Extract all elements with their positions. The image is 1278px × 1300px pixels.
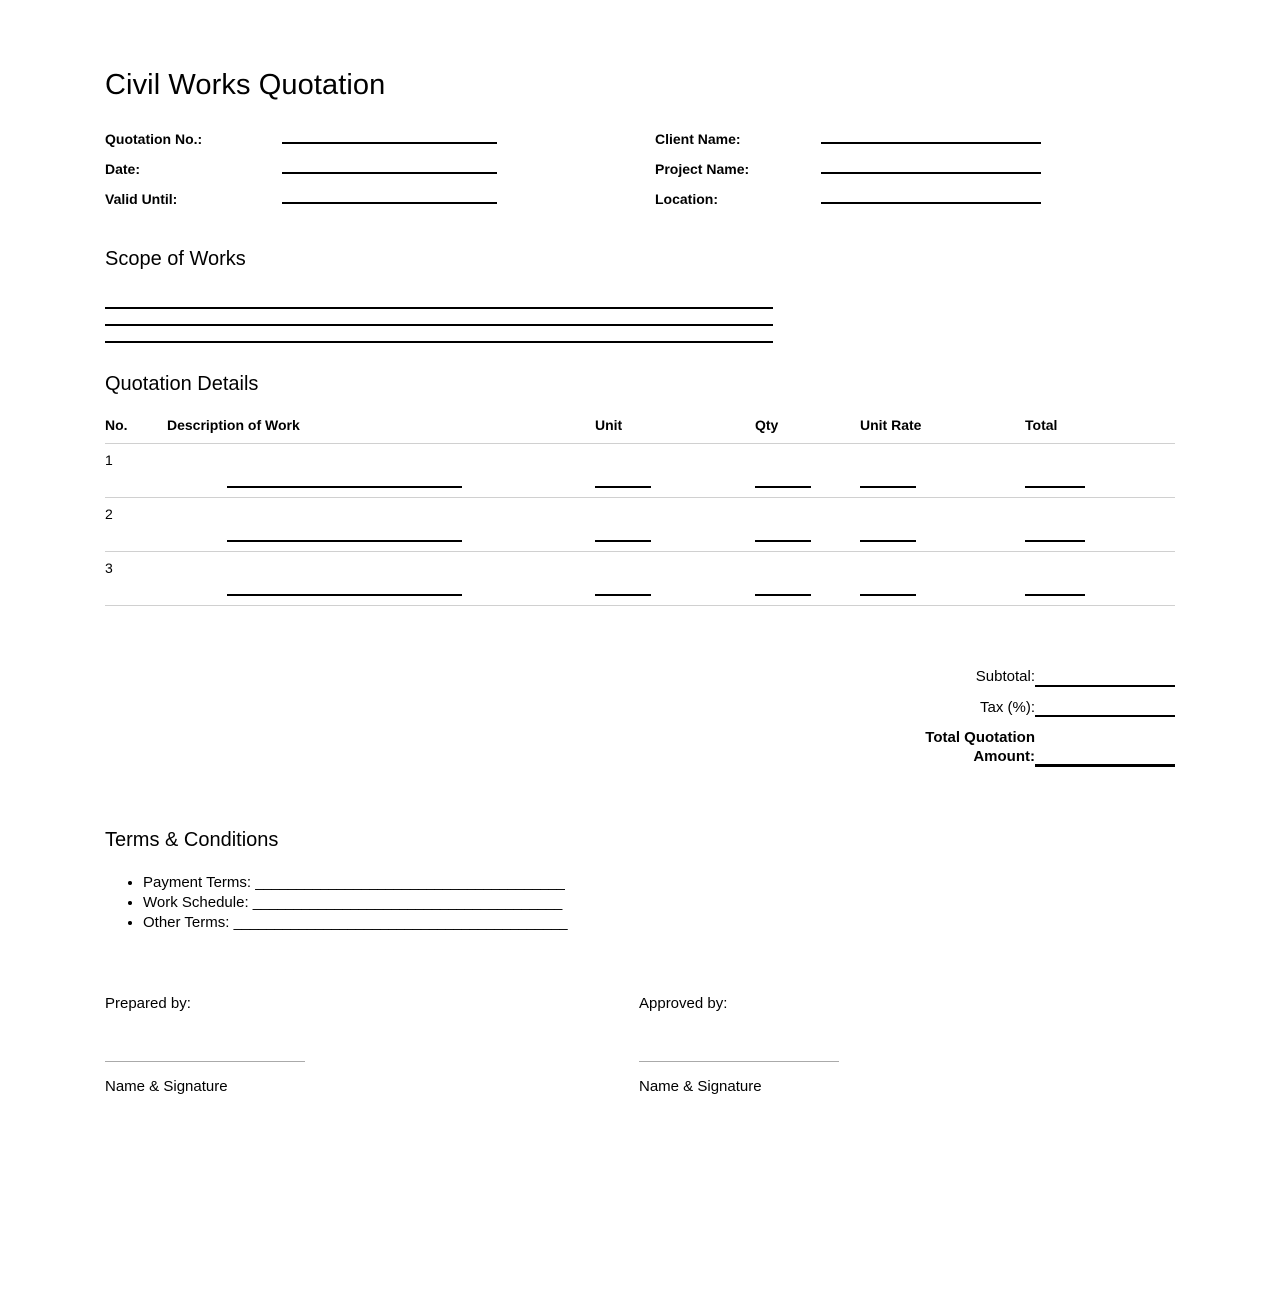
signature-line-prepared-by[interactable] — [105, 1060, 305, 1062]
field-input-project-name[interactable] — [821, 158, 1041, 174]
cell-unit-rate[interactable] — [860, 551, 1025, 605]
column-header-no: No. — [105, 417, 167, 444]
subtotal-input[interactable] — [1035, 673, 1175, 687]
table-row — [105, 497, 1175, 551]
cell-description[interactable] — [167, 497, 595, 551]
field-location — [655, 188, 1043, 218]
cell-qty[interactable] — [755, 443, 860, 497]
term-input-payment-terms[interactable]: ______________________________________ — [255, 873, 565, 891]
column-header-unit-rate: Unit Rate — [860, 417, 1025, 444]
grand-total-label-line1: Total Quotation — [925, 729, 1035, 747]
cell-total[interactable] — [1025, 443, 1175, 497]
field-label-date: Date: — [105, 160, 141, 177]
table-row — [105, 551, 1175, 605]
field-project-name — [655, 158, 1043, 188]
header-fields-left-column — [105, 128, 655, 218]
signature-title-prepared-by: Prepared by: — [105, 994, 191, 1012]
signature-prepared-by — [105, 995, 639, 1095]
terms-and-conditions-section — [105, 829, 1173, 933]
quotation-details-table — [105, 417, 1175, 606]
cell-description-input[interactable] — [227, 593, 462, 596]
signature-approved-by — [639, 995, 1173, 1095]
field-input-valid-until[interactable] — [282, 188, 497, 204]
list-item — [143, 893, 1173, 913]
field-input-quotation-no[interactable] — [282, 128, 497, 144]
cell-row-number: 1 — [105, 443, 167, 497]
terms-list — [105, 873, 1173, 933]
column-header-total: Total — [1025, 417, 1175, 444]
field-label-location: Location: — [655, 190, 718, 207]
list-item — [143, 913, 1173, 933]
list-item — [143, 873, 1173, 893]
cell-total[interactable] — [1025, 497, 1175, 551]
cell-unit-input[interactable] — [595, 593, 651, 596]
term-input-work-schedule[interactable]: ______________________________________ — [252, 893, 563, 911]
cell-unit-rate[interactable] — [860, 443, 1025, 497]
cell-description[interactable] — [167, 443, 595, 497]
field-quotation-no — [105, 128, 655, 158]
signature-section — [105, 995, 1173, 1095]
totals-section — [105, 668, 1175, 767]
signature-line-approved-by[interactable] — [639, 1060, 839, 1062]
term-label-other-terms: Other Terms: — [143, 913, 230, 931]
subtotal-label: Subtotal: — [975, 667, 1035, 685]
quotation-details-heading: Quotation Details — [105, 372, 259, 395]
cell-unit-rate-input[interactable] — [860, 539, 916, 542]
cell-unit-input[interactable] — [595, 539, 651, 542]
grand-total-label-line2: Amount: — [973, 748, 1035, 766]
cell-unit-rate-input[interactable] — [860, 485, 916, 488]
cell-total[interactable] — [1025, 551, 1175, 605]
cell-unit[interactable] — [595, 497, 755, 551]
cell-qty-input[interactable] — [755, 593, 811, 596]
cell-unit[interactable] — [595, 443, 755, 497]
term-label-payment-terms: Payment Terms: — [143, 873, 252, 891]
cell-unit-rate-input[interactable] — [860, 593, 916, 596]
scope-line-3[interactable] — [105, 326, 773, 343]
cell-total-input[interactable] — [1025, 485, 1085, 488]
column-header-qty: Qty — [755, 417, 860, 444]
grand-total-row — [835, 729, 1175, 767]
field-label-valid-until: Valid Until: — [105, 190, 178, 207]
field-label-project-name: Project Name: — [655, 160, 750, 177]
cell-qty[interactable] — [755, 497, 860, 551]
cell-row-number: 2 — [105, 497, 167, 551]
cell-description-input[interactable] — [227, 539, 462, 542]
cell-description[interactable] — [167, 551, 595, 605]
field-label-quotation-no: Quotation No.: — [105, 130, 203, 147]
field-input-date[interactable] — [282, 158, 497, 174]
scope-line-2[interactable] — [105, 309, 773, 326]
field-input-client-name[interactable] — [821, 128, 1041, 144]
scope-line-1[interactable] — [105, 292, 773, 309]
cell-description-input[interactable] — [227, 485, 462, 488]
cell-unit-input[interactable] — [595, 485, 651, 488]
term-label-work-schedule: Work Schedule: — [143, 893, 249, 911]
term-input-other-terms[interactable]: _________________________________________ — [233, 913, 568, 931]
page-title: Civil Works Quotation — [105, 69, 386, 101]
terms-and-conditions-heading: Terms & Conditions — [105, 828, 279, 851]
signature-caption-prepared-by: Name & Signature — [105, 1077, 228, 1095]
cell-unit-rate[interactable] — [860, 497, 1025, 551]
cell-row-number: 3 — [105, 551, 167, 605]
cell-qty-input[interactable] — [755, 539, 811, 542]
scope-of-works-heading: Scope of Works — [105, 247, 246, 270]
column-header-unit: Unit — [595, 417, 755, 444]
subtotal-row — [835, 668, 1175, 687]
signature-caption-approved-by: Name & Signature — [639, 1077, 762, 1095]
scope-of-works-lines — [105, 292, 1173, 343]
cell-qty[interactable] — [755, 551, 860, 605]
field-client-name — [655, 128, 1043, 158]
header-fields — [105, 128, 1173, 218]
tax-row — [835, 699, 1175, 718]
cell-qty-input[interactable] — [755, 485, 811, 488]
cell-total-input[interactable] — [1025, 539, 1085, 542]
tax-label: Tax (%): — [979, 698, 1035, 716]
table-row — [105, 443, 1175, 497]
column-header-description: Description of Work — [167, 417, 595, 444]
table-header-row — [105, 417, 1175, 444]
cell-total-input[interactable] — [1025, 593, 1085, 596]
field-label-client-name: Client Name: — [655, 130, 741, 147]
grand-total-input[interactable] — [1035, 756, 1175, 767]
signature-title-approved-by: Approved by: — [639, 994, 728, 1012]
tax-input[interactable] — [1035, 703, 1175, 717]
cell-unit[interactable] — [595, 551, 755, 605]
header-fields-right-column — [655, 128, 1043, 218]
grand-total-label — [875, 729, 1035, 767]
field-date — [105, 158, 655, 188]
field-valid-until — [105, 188, 655, 218]
field-input-location[interactable] — [821, 188, 1041, 204]
